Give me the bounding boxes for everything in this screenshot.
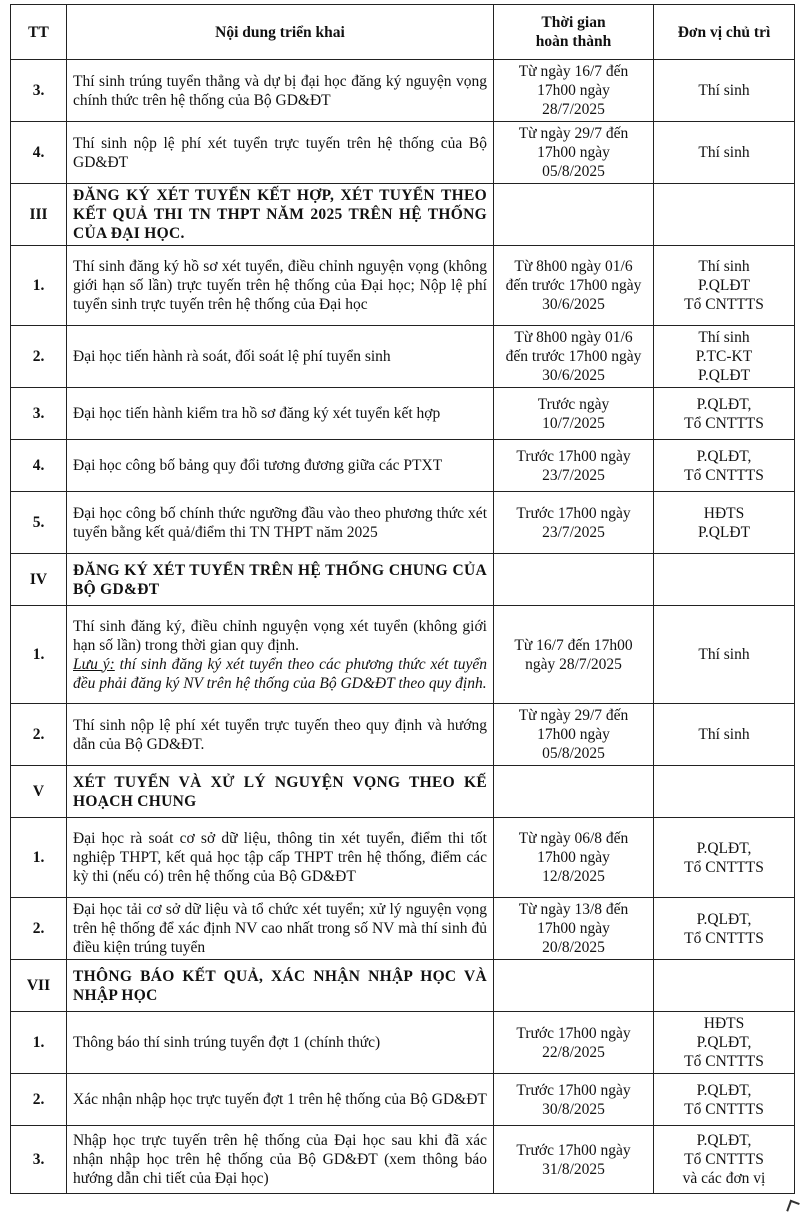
row-number: 2. bbox=[11, 704, 67, 766]
row-responsible-unit bbox=[654, 1126, 795, 1194]
deadline-line: Trước ngày bbox=[537, 395, 610, 413]
unit-line: P.TC-KT bbox=[695, 348, 753, 365]
unit-line: Tổ CNTTTS bbox=[684, 414, 764, 432]
row-deadline bbox=[494, 960, 654, 1012]
deadline-line: Trước 17h00 ngày bbox=[516, 447, 631, 465]
row-content bbox=[67, 246, 494, 326]
content-text: Đại học công bố chính thức ngưỡng đầu vào theo phương thức xét tuyển bằng kết quả/điểm thi TN THPT năm 2025 bbox=[73, 504, 487, 541]
row-content bbox=[67, 766, 494, 818]
row-content bbox=[67, 960, 494, 1012]
deadline-line: Từ ngày 29/7 đến bbox=[518, 707, 629, 724]
row-number: III bbox=[11, 184, 67, 246]
content-text: THÔNG BÁO KẾT QUẢ, XÁC NHẬN NHẬP HỌC VÀ NHẬP HỌC bbox=[73, 967, 487, 1004]
row-number: IV bbox=[11, 554, 67, 606]
header-time-line: hoàn thành bbox=[535, 33, 612, 50]
row-content bbox=[67, 1074, 494, 1126]
row-deadline bbox=[494, 246, 654, 326]
row-number: 3. bbox=[11, 388, 67, 440]
row-content bbox=[67, 1126, 494, 1194]
unit-line: và các đơn vị bbox=[682, 1170, 766, 1187]
row-number: 2. bbox=[11, 898, 67, 960]
row-content bbox=[67, 606, 494, 704]
row-content bbox=[67, 440, 494, 492]
content-text: Đại học tiến hành kiểm tra hồ sơ đăng ký xét tuyển kết hợp bbox=[73, 405, 441, 422]
table-row bbox=[11, 122, 795, 184]
row-content bbox=[67, 898, 494, 960]
row-deadline bbox=[494, 184, 654, 246]
header-tt: TT bbox=[11, 5, 67, 60]
row-content bbox=[67, 704, 494, 766]
table-body bbox=[11, 60, 795, 1194]
deadline-line: 30/8/2025 bbox=[542, 1100, 605, 1118]
row-responsible-unit bbox=[654, 1074, 795, 1126]
deadline-line: Từ ngày 29/7 đến bbox=[518, 125, 629, 142]
row-deadline bbox=[494, 704, 654, 766]
row-responsible-unit bbox=[654, 818, 795, 898]
row-responsible-unit bbox=[654, 606, 795, 704]
content-text: Thí sinh nộp lệ phí xét tuyển trực tuyến trên hệ thống của Bộ GD&ĐT bbox=[73, 134, 487, 171]
table-row bbox=[11, 60, 795, 122]
row-deadline bbox=[494, 606, 654, 704]
page-corner-mark bbox=[786, 1200, 800, 1215]
unit-line: Tổ CNTTTS bbox=[684, 1151, 764, 1168]
row-deadline bbox=[494, 440, 654, 492]
row-responsible-unit bbox=[654, 960, 795, 1012]
deadline-line: 20/8/2025 bbox=[542, 939, 605, 956]
unit-line: P.QLĐT, bbox=[696, 1081, 752, 1099]
row-content bbox=[67, 818, 494, 898]
row-number: 2. bbox=[11, 1074, 67, 1126]
content-text: Đại học công bố bảng quy đổi tương đương giữa các PTXT bbox=[73, 457, 443, 474]
row-deadline bbox=[494, 554, 654, 606]
row-deadline bbox=[494, 898, 654, 960]
deadline-line: Từ 16/7 đến 17h00 bbox=[514, 636, 633, 654]
unit-line: Thí sinh bbox=[698, 726, 750, 743]
content-text: Đại học rà soát cơ sở dữ liệu, thông tin xét tuyển, điểm thi tốt nghiệp THPT, kết quả học tập cấp THPT trên hệ thống, điểm các kỳ thi (nếu có) trên hệ thống của Bộ GD&ĐT bbox=[73, 830, 487, 885]
row-content bbox=[67, 388, 494, 440]
deadline-line: 23/7/2025 bbox=[542, 466, 605, 484]
unit-line: Tổ CNTTTS bbox=[684, 466, 764, 484]
deadline-line: Trước 17h00 ngày bbox=[516, 1141, 631, 1159]
deadline-line: ngày 28/7/2025 bbox=[525, 655, 622, 673]
row-number: 1. bbox=[11, 246, 67, 326]
deadline-line: Từ ngày 16/7 đến bbox=[518, 63, 629, 80]
schedule-table bbox=[10, 4, 795, 1194]
row-content bbox=[67, 184, 494, 246]
row-responsible-unit bbox=[654, 554, 795, 606]
row-deadline bbox=[494, 122, 654, 184]
deadline-line: Từ 8h00 ngày 01/6 bbox=[514, 329, 633, 346]
unit-line: P.QLĐT, bbox=[696, 395, 752, 413]
row-deadline bbox=[494, 60, 654, 122]
table-row bbox=[11, 246, 795, 326]
row-number: 3. bbox=[11, 1126, 67, 1194]
table-row bbox=[11, 326, 795, 388]
content-text: Thí sinh trúng tuyển thẳng và dự bị đại học đăng ký nguyện vọng chính thức trên hệ thống của Bộ GD&ĐT bbox=[73, 72, 487, 109]
note-text: thí sinh đăng ký xét tuyển theo các phương thức xét tuyển đều phải đăng ký NV trên hệ thống của Bộ GD&ĐT theo quy định. bbox=[73, 655, 487, 692]
row-number: 3. bbox=[11, 60, 67, 122]
content-text: Thông báo thí sinh trúng tuyển đợt 1 (chính thức) bbox=[73, 1034, 381, 1051]
row-responsible-unit bbox=[654, 184, 795, 246]
content-text: Thí sinh nộp lệ phí xét tuyển trực tuyến theo quy định và hướng dẫn của Bộ GD&ĐT. bbox=[73, 716, 487, 753]
section-row bbox=[11, 554, 795, 606]
table-row bbox=[11, 492, 795, 554]
unit-line: P.QLĐT, bbox=[696, 910, 752, 928]
deadline-line: 05/8/2025 bbox=[542, 163, 605, 180]
content-text: ĐĂNG KÝ XÉT TUYỂN TRÊN HỆ THỐNG CHUNG CỦA BỘ GD&ĐT bbox=[73, 561, 487, 598]
unit-line: HĐTS bbox=[703, 1015, 745, 1032]
row-deadline bbox=[494, 1074, 654, 1126]
deadline-line: Trước 17h00 ngày bbox=[516, 1024, 631, 1042]
deadline-line: Trước 17h00 ngày bbox=[516, 1081, 631, 1099]
row-content bbox=[67, 326, 494, 388]
row-deadline bbox=[494, 1126, 654, 1194]
unit-line: Thí sinh bbox=[698, 258, 750, 275]
row-deadline bbox=[494, 766, 654, 818]
unit-line: Tổ CNTTTS bbox=[684, 296, 764, 313]
deadline-line: 30/6/2025 bbox=[542, 296, 605, 313]
unit-line: P.QLĐT bbox=[697, 367, 751, 384]
content-text: Nhập học trực tuyến trên hệ thống của Đại học sau khi đã xác nhận nhập học trên hệ thống của Bộ GD&ĐT (xem thông báo hướng dẫn chi tiết của Đại học) bbox=[73, 1132, 487, 1187]
row-deadline bbox=[494, 818, 654, 898]
deadline-line: 17h00 ngày bbox=[537, 920, 610, 937]
row-content bbox=[67, 554, 494, 606]
deadline-line: Từ 8h00 ngày 01/6 bbox=[514, 258, 633, 275]
unit-line: P.QLĐT, bbox=[696, 447, 752, 465]
row-number: 1. bbox=[11, 1012, 67, 1074]
deadline-line: 17h00 ngày bbox=[537, 144, 610, 161]
row-number: 1. bbox=[11, 606, 67, 704]
unit-line: Tổ CNTTTS bbox=[684, 1053, 764, 1070]
content-text: Xác nhận nhập học trực tuyến đợt 1 trên hệ thống của Bộ GD&ĐT bbox=[73, 1091, 487, 1108]
content-text: ĐĂNG KÝ XÉT TUYỂN KẾT HỢP, XÉT TUYỂN THEO KẾT QUẢ THI TN THPT NĂM 2025 TRÊN HỆ THỐNG CỦA ĐẠI HỌC. bbox=[73, 187, 487, 242]
row-responsible-unit bbox=[654, 246, 795, 326]
row-responsible-unit bbox=[654, 388, 795, 440]
row-responsible-unit bbox=[654, 1012, 795, 1074]
row-number: V bbox=[11, 766, 67, 818]
row-content bbox=[67, 60, 494, 122]
row-responsible-unit bbox=[654, 704, 795, 766]
unit-line: Thí sinh bbox=[698, 329, 750, 346]
row-responsible-unit bbox=[654, 326, 795, 388]
table-row bbox=[11, 1012, 795, 1074]
unit-line: P.QLĐT, bbox=[696, 1034, 752, 1051]
unit-line: P.QLĐT bbox=[697, 523, 751, 541]
row-content bbox=[67, 122, 494, 184]
content-text: Đại học tiến hành rà soát, đối soát lệ phí tuyển sinh bbox=[73, 348, 391, 365]
row-responsible-unit bbox=[654, 122, 795, 184]
deadline-line: Từ ngày 06/8 đến bbox=[518, 830, 629, 847]
deadline-line: 10/7/2025 bbox=[542, 414, 605, 432]
section-row bbox=[11, 960, 795, 1012]
deadline-line: 30/6/2025 bbox=[542, 367, 605, 384]
unit-line: Tổ CNTTTS bbox=[684, 858, 764, 876]
row-number: 4. bbox=[11, 122, 67, 184]
note-label: Lưu ý: bbox=[73, 655, 115, 673]
table-row bbox=[11, 440, 795, 492]
unit-line: P.QLĐT, bbox=[696, 1132, 752, 1149]
deadline-line: đến trước 17h00 ngày bbox=[505, 277, 642, 294]
header-content: Nội dung triển khai bbox=[67, 5, 494, 60]
row-number: 1. bbox=[11, 818, 67, 898]
content-text: XÉT TUYỂN VÀ XỬ LÝ NGUYỆN VỌNG THEO KẾ HOẠCH CHUNG bbox=[73, 773, 487, 810]
row-responsible-unit bbox=[654, 440, 795, 492]
deadline-line: 28/7/2025 bbox=[542, 101, 605, 118]
header-time-line: Thời gian bbox=[541, 14, 606, 31]
row-number: 4. bbox=[11, 440, 67, 492]
unit-line: P.QLĐT, bbox=[696, 839, 752, 857]
header-unit: Đơn vị chủ trì bbox=[654, 5, 795, 60]
row-deadline bbox=[494, 492, 654, 554]
table-row bbox=[11, 606, 795, 704]
table-row bbox=[11, 1074, 795, 1126]
row-number: 5. bbox=[11, 492, 67, 554]
content-text: Đại học tải cơ sở dữ liệu và tổ chức xét tuyển; xử lý nguyện vọng trên hệ thống để xác định NV cao nhất trong số NV mà thí sinh đủ điều kiện trúng tuyển bbox=[73, 901, 487, 956]
unit-line: P.QLĐT bbox=[697, 277, 751, 294]
unit-line: Thí sinh bbox=[698, 144, 750, 161]
header-time bbox=[494, 5, 654, 60]
row-number: VII bbox=[11, 960, 67, 1012]
table-row bbox=[11, 1126, 795, 1194]
deadline-line: 17h00 ngày bbox=[537, 849, 610, 866]
table-row bbox=[11, 898, 795, 960]
section-row bbox=[11, 184, 795, 246]
row-responsible-unit bbox=[654, 898, 795, 960]
row-deadline bbox=[494, 1012, 654, 1074]
deadline-line: 17h00 ngày bbox=[537, 82, 610, 99]
table-row bbox=[11, 704, 795, 766]
deadline-line: 05/8/2025 bbox=[542, 745, 605, 762]
table-row bbox=[11, 388, 795, 440]
row-responsible-unit bbox=[654, 766, 795, 818]
deadline-line: đến trước 17h00 ngày bbox=[505, 348, 642, 365]
unit-line: Thí sinh bbox=[698, 82, 750, 99]
deadline-line: Từ ngày 13/8 đến bbox=[518, 901, 629, 918]
deadline-line: 12/8/2025 bbox=[542, 868, 605, 885]
header-row bbox=[11, 5, 795, 60]
table-row bbox=[11, 818, 795, 898]
section-row bbox=[11, 766, 795, 818]
unit-line: Tổ CNTTTS bbox=[684, 1100, 764, 1118]
row-responsible-unit bbox=[654, 60, 795, 122]
deadline-line: 23/7/2025 bbox=[542, 523, 605, 541]
row-deadline bbox=[494, 326, 654, 388]
row-content bbox=[67, 492, 494, 554]
content-text: Thí sinh đăng ký hồ sơ xét tuyển, điều chỉnh nguyện vọng (không giới hạn số lần) trực tuyến trên hệ thống của Đại học; Nộp lệ phí tuyển sinh trực tuyến trên hệ thống của Đại học bbox=[73, 258, 487, 313]
content-text: Thí sinh đăng ký, điều chỉnh nguyện vọng xét tuyển (không giới hạn số lần) trong thời gian quy định. bbox=[73, 617, 487, 654]
unit-line: Thí sinh bbox=[698, 646, 750, 663]
unit-line: Tổ CNTTTS bbox=[684, 929, 764, 947]
deadline-line: 31/8/2025 bbox=[542, 1160, 605, 1178]
deadline-line: Trước 17h00 ngày bbox=[516, 504, 631, 522]
row-deadline bbox=[494, 388, 654, 440]
row-number: 2. bbox=[11, 326, 67, 388]
unit-line: HĐTS bbox=[703, 504, 745, 522]
row-content bbox=[67, 1012, 494, 1074]
deadline-line: 22/8/2025 bbox=[542, 1043, 605, 1061]
row-responsible-unit bbox=[654, 492, 795, 554]
deadline-line: 17h00 ngày bbox=[537, 726, 610, 743]
